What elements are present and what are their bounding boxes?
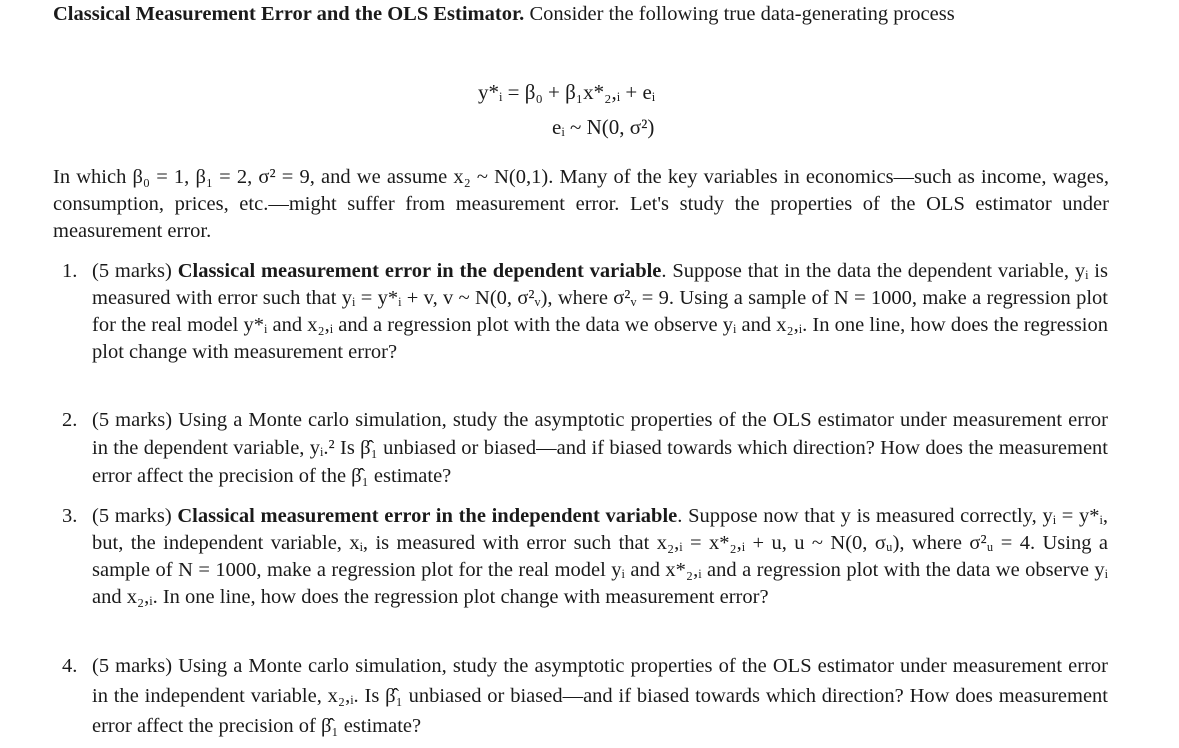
- question-1: 1. (5 marks) Classical measurement error in the dependent variable. Suppose that in the data the dependent variable, yᵢ is measured with error such that yᵢ = y*ᵢ + v, v ~ N(0, σ²ᵥ), where σ²ᵥ = 9. Using a sample of N = 1000, make a regression plot for the real model y*ᵢ and x₂,ᵢ and a regression plot with the data we observe yᵢ and x₂,ᵢ. In one line, how does the regression plot change with measurement error?: [62, 260, 1108, 363]
- question-text: Suppose now that y is measured correctly, yᵢ = y*ᵢ, but, the independent variable, xᵢ, is measured with error such that x₂,ᵢ = x*₂,ᵢ + u, u ~ N(0, σᵤ), where σ²ᵤ = 4. Using a sample of N = 1000, make a regression plot for the real model yᵢ and x*₂,ᵢ and a regression plot with the data we observe yᵢ and x₂,ᵢ. In one line, how does the regression plot change with measurement error?: [92, 505, 1108, 608]
- question-marks: (5 marks): [92, 409, 173, 431]
- question-number: 3.: [62, 505, 78, 527]
- question-3: 3. (5 marks) Classical measurement error in the independent variable. Suppose now that y is measured correctly, yᵢ = y*ᵢ, but, the independent variable, xᵢ, is measured with error such that x₂,ᵢ = x*₂,ᵢ + u, u ~ N(0, σᵤ), where σ²ᵤ = 4. Using a sample of N = 1000, make a regression plot for the real model yᵢ and x*₂,ᵢ and a regression plot with the data we observe yᵢ and x₂,ᵢ. In one line, how does the regression plot change with measurement error?: [62, 505, 1108, 608]
- question-2: [62, 406, 1108, 490]
- intro-text: Consider the following true data-generating process: [529, 3, 955, 25]
- assumptions-paragraph: In which β₀ = 1, β₁ = 2, σ² = 9, and we assume x₂ ~ N(0,1). Many of the key variables in economics—such as income, wages, consumption, prices, etc.—might suffer from measurement error. Let's study the properties of the OLS estimator under measurement error.: [53, 166, 1109, 242]
- question-number: 1.: [62, 260, 78, 282]
- question-number: 4.: [62, 655, 78, 677]
- question-marks: (5 marks): [92, 655, 173, 677]
- question-title: Classical measurement error in the independent variable: [177, 505, 678, 527]
- question-text: Using a Monte carlo simulation, study the asymptotic properties of the OLS estimator under measurement error in the independent variable, x₂,ᵢ. Is β̂₁ unbiased or biased—and if biased towards which direction? How does measurement error affect the precision of β̂₁ estimate?: [92, 655, 1108, 737]
- question-text: Using a Monte carlo simulation, study the asymptotic properties of the OLS estimator under measurement error in the dependent variable, yᵢ.² Is β̂₁ unbiased or biased—and if biased towards which direction? How does the measurement error affect the precision of the β̂₁ estimate?: [92, 409, 1108, 487]
- equation-error-text: eᵢ ~ N(0, σ²): [552, 115, 655, 139]
- question-marks: (5 marks): [92, 505, 172, 527]
- equation-dgp-text: y*ᵢ = β₀ + β₁x*₂,ᵢ + eᵢ: [478, 80, 656, 104]
- section-title: Classical Measurement Error and the OLS Estimator.: [53, 3, 525, 25]
- question-number: 2.: [62, 409, 78, 431]
- question-title: Classical measurement error in the dependent variable: [177, 260, 662, 282]
- question-text: Suppose that in the data the dependent variable, yᵢ is measured with error such that yᵢ = y*ᵢ + v, v ~ N(0, σ²ᵥ), where σ²ᵥ = 9. Using a sample of N = 1000, make a regression plot for the real model y*ᵢ and x₂,ᵢ and a regression plot with the data we observe yᵢ and x₂,ᵢ. In one line, how does the regression plot change with measurement error?: [92, 260, 1108, 363]
- question-4: [62, 651, 1108, 741]
- question-marks: (5 marks): [92, 260, 172, 282]
- intro-paragraph: [53, 1, 1109, 28]
